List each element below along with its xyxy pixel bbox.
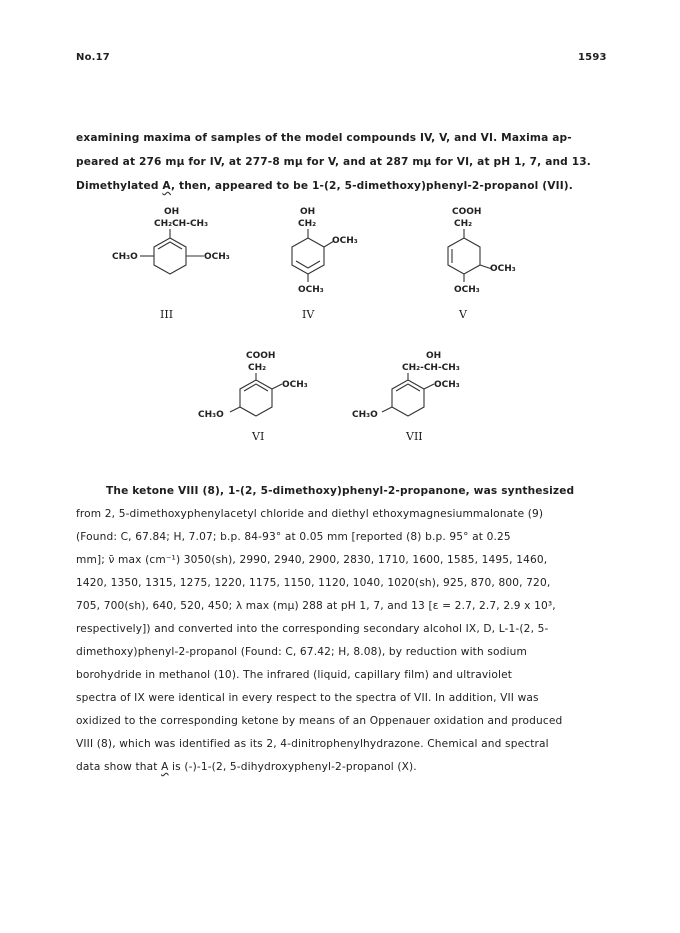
- para2-line-4: mm]; ν̄ max (cm⁻¹) 3050(sh), 2990, 2940, 2900, 2830, 1710, 1600, 1585, 1495, 1460,: [76, 554, 548, 566]
- vii-methoxy-left: CH₃O: [352, 410, 378, 420]
- para1-line-3-pre: Dimethylated: [76, 180, 163, 192]
- label-vi: VI: [252, 430, 265, 443]
- para2-line-6: 705, 700(sh), 640, 520, 450; λ max (mμ) 288 at pH 1, 7, and 13 [ε = 2.7, 2.7, 2.9 x 10³,: [76, 600, 556, 612]
- page-number: 1593: [578, 52, 607, 63]
- para1-line-1: examining maxima of samples of the model compounds IV, V, and VI. Maxima ap-: [76, 132, 572, 144]
- structure-vii: [352, 346, 522, 426]
- para2-line-9: borohydride in methanol (10). The infrared (liquid, capillary film) and ultraviolet: [76, 669, 513, 681]
- vi-methoxy-left: CH₃O: [198, 410, 224, 420]
- para2-line-13-pre: data show that: [76, 761, 162, 773]
- iv-hydroxyl: OH: [300, 207, 316, 217]
- para2-line-10: spectra of IX were identical in every respect to the spectra of VII. In addition, VII was: [76, 692, 539, 704]
- para2-line-13: [76, 760, 417, 774]
- para2-line-2: from 2, 5-dimethoxyphenylacetyl chloride and diethyl ethoxymagnesiummalonate (9): [76, 508, 544, 520]
- v-methylene: CH₂: [454, 219, 473, 229]
- para1-line-2: peared at 276 mμ for IV, at 277-8 mμ for V, and at 287 mμ for VI, at pH 1, 7, and 13.: [76, 156, 591, 168]
- vi-methoxy-ortho: OCH₃: [282, 380, 308, 390]
- structure-v: [438, 198, 568, 306]
- compound-a-mark-2: A: [161, 761, 169, 773]
- para1-line-3-post: , then, appeared to be 1-(2, 5-dimethoxy)phenyl-2-propanol (VII).: [170, 180, 573, 192]
- v-methoxy-para: OCH₃: [454, 285, 480, 295]
- vi-methylene: CH₂: [248, 363, 267, 373]
- label-v: V: [459, 308, 467, 321]
- para2-line-11: oxidized to the corresponding ketone by means of an Oppenauer oxidation and produced: [76, 715, 563, 727]
- vii-hydroxyl: OH: [426, 351, 442, 361]
- para2-line-1: The ketone VIII (8), 1-(2, 5-dimethoxy)phenyl-2-propanone, was synthesized: [106, 485, 575, 497]
- structure-vi: [196, 346, 326, 426]
- vii-side-chain: CH₂-CH-CH₃: [402, 363, 460, 373]
- iii-methoxy-right: OCH₃: [204, 252, 230, 262]
- journal-header: No.17: [76, 52, 110, 63]
- para2-line-5: 1420, 1350, 1315, 1275, 1220, 1175, 1150, 1120, 1040, 1020(sh), 925, 870, 800, 720,: [76, 577, 551, 589]
- iv-methylene: CH₂: [298, 219, 317, 229]
- structure-iii: [110, 198, 260, 306]
- para2-line-3: (Found: C, 67.84; H, 7.07; b.p. 84-93° at 0.05 mm [reported (8) b.p. 95° at 0.25: [76, 531, 511, 543]
- structure-iv: [280, 198, 390, 306]
- label-vii: VII: [406, 430, 423, 443]
- para2-line-13-post: is (-)-1-(2, 5-dihydroxyphenyl-2-propanol (X).: [168, 761, 417, 773]
- label-iii: III: [160, 308, 174, 321]
- iv-methoxy-para: OCH₃: [298, 285, 324, 295]
- vii-methoxy-ortho: OCH₃: [434, 380, 460, 390]
- v-methoxy-ortho: OCH₃: [490, 264, 516, 274]
- label-iv: IV: [302, 308, 315, 321]
- para2-line-7: respectively]) and converted into the corresponding secondary alcohol IX, D, L-1-(2, 5-: [76, 623, 549, 635]
- v-carboxyl: COOH: [452, 207, 482, 217]
- para2-line-12: VIII (8), which was identified as its 2, 4-dinitrophenylhydrazone. Chemical and spectral: [76, 738, 549, 750]
- iv-methoxy-ortho: OCH₃: [332, 236, 358, 246]
- vi-carboxyl: COOH: [246, 351, 276, 361]
- para1-line-3: [76, 179, 573, 193]
- iii-methoxy-left: CH₃O: [112, 252, 138, 262]
- iii-hydroxyl: OH: [164, 207, 180, 217]
- para2-line-8: dimethoxy)phenyl-2-propanol (Found: C, 67.42; H, 8.08), by reduction with sodium: [76, 646, 527, 658]
- compound-a-mark: A: [162, 180, 171, 192]
- iii-side-chain: CH₂CH-CH₃: [154, 219, 209, 229]
